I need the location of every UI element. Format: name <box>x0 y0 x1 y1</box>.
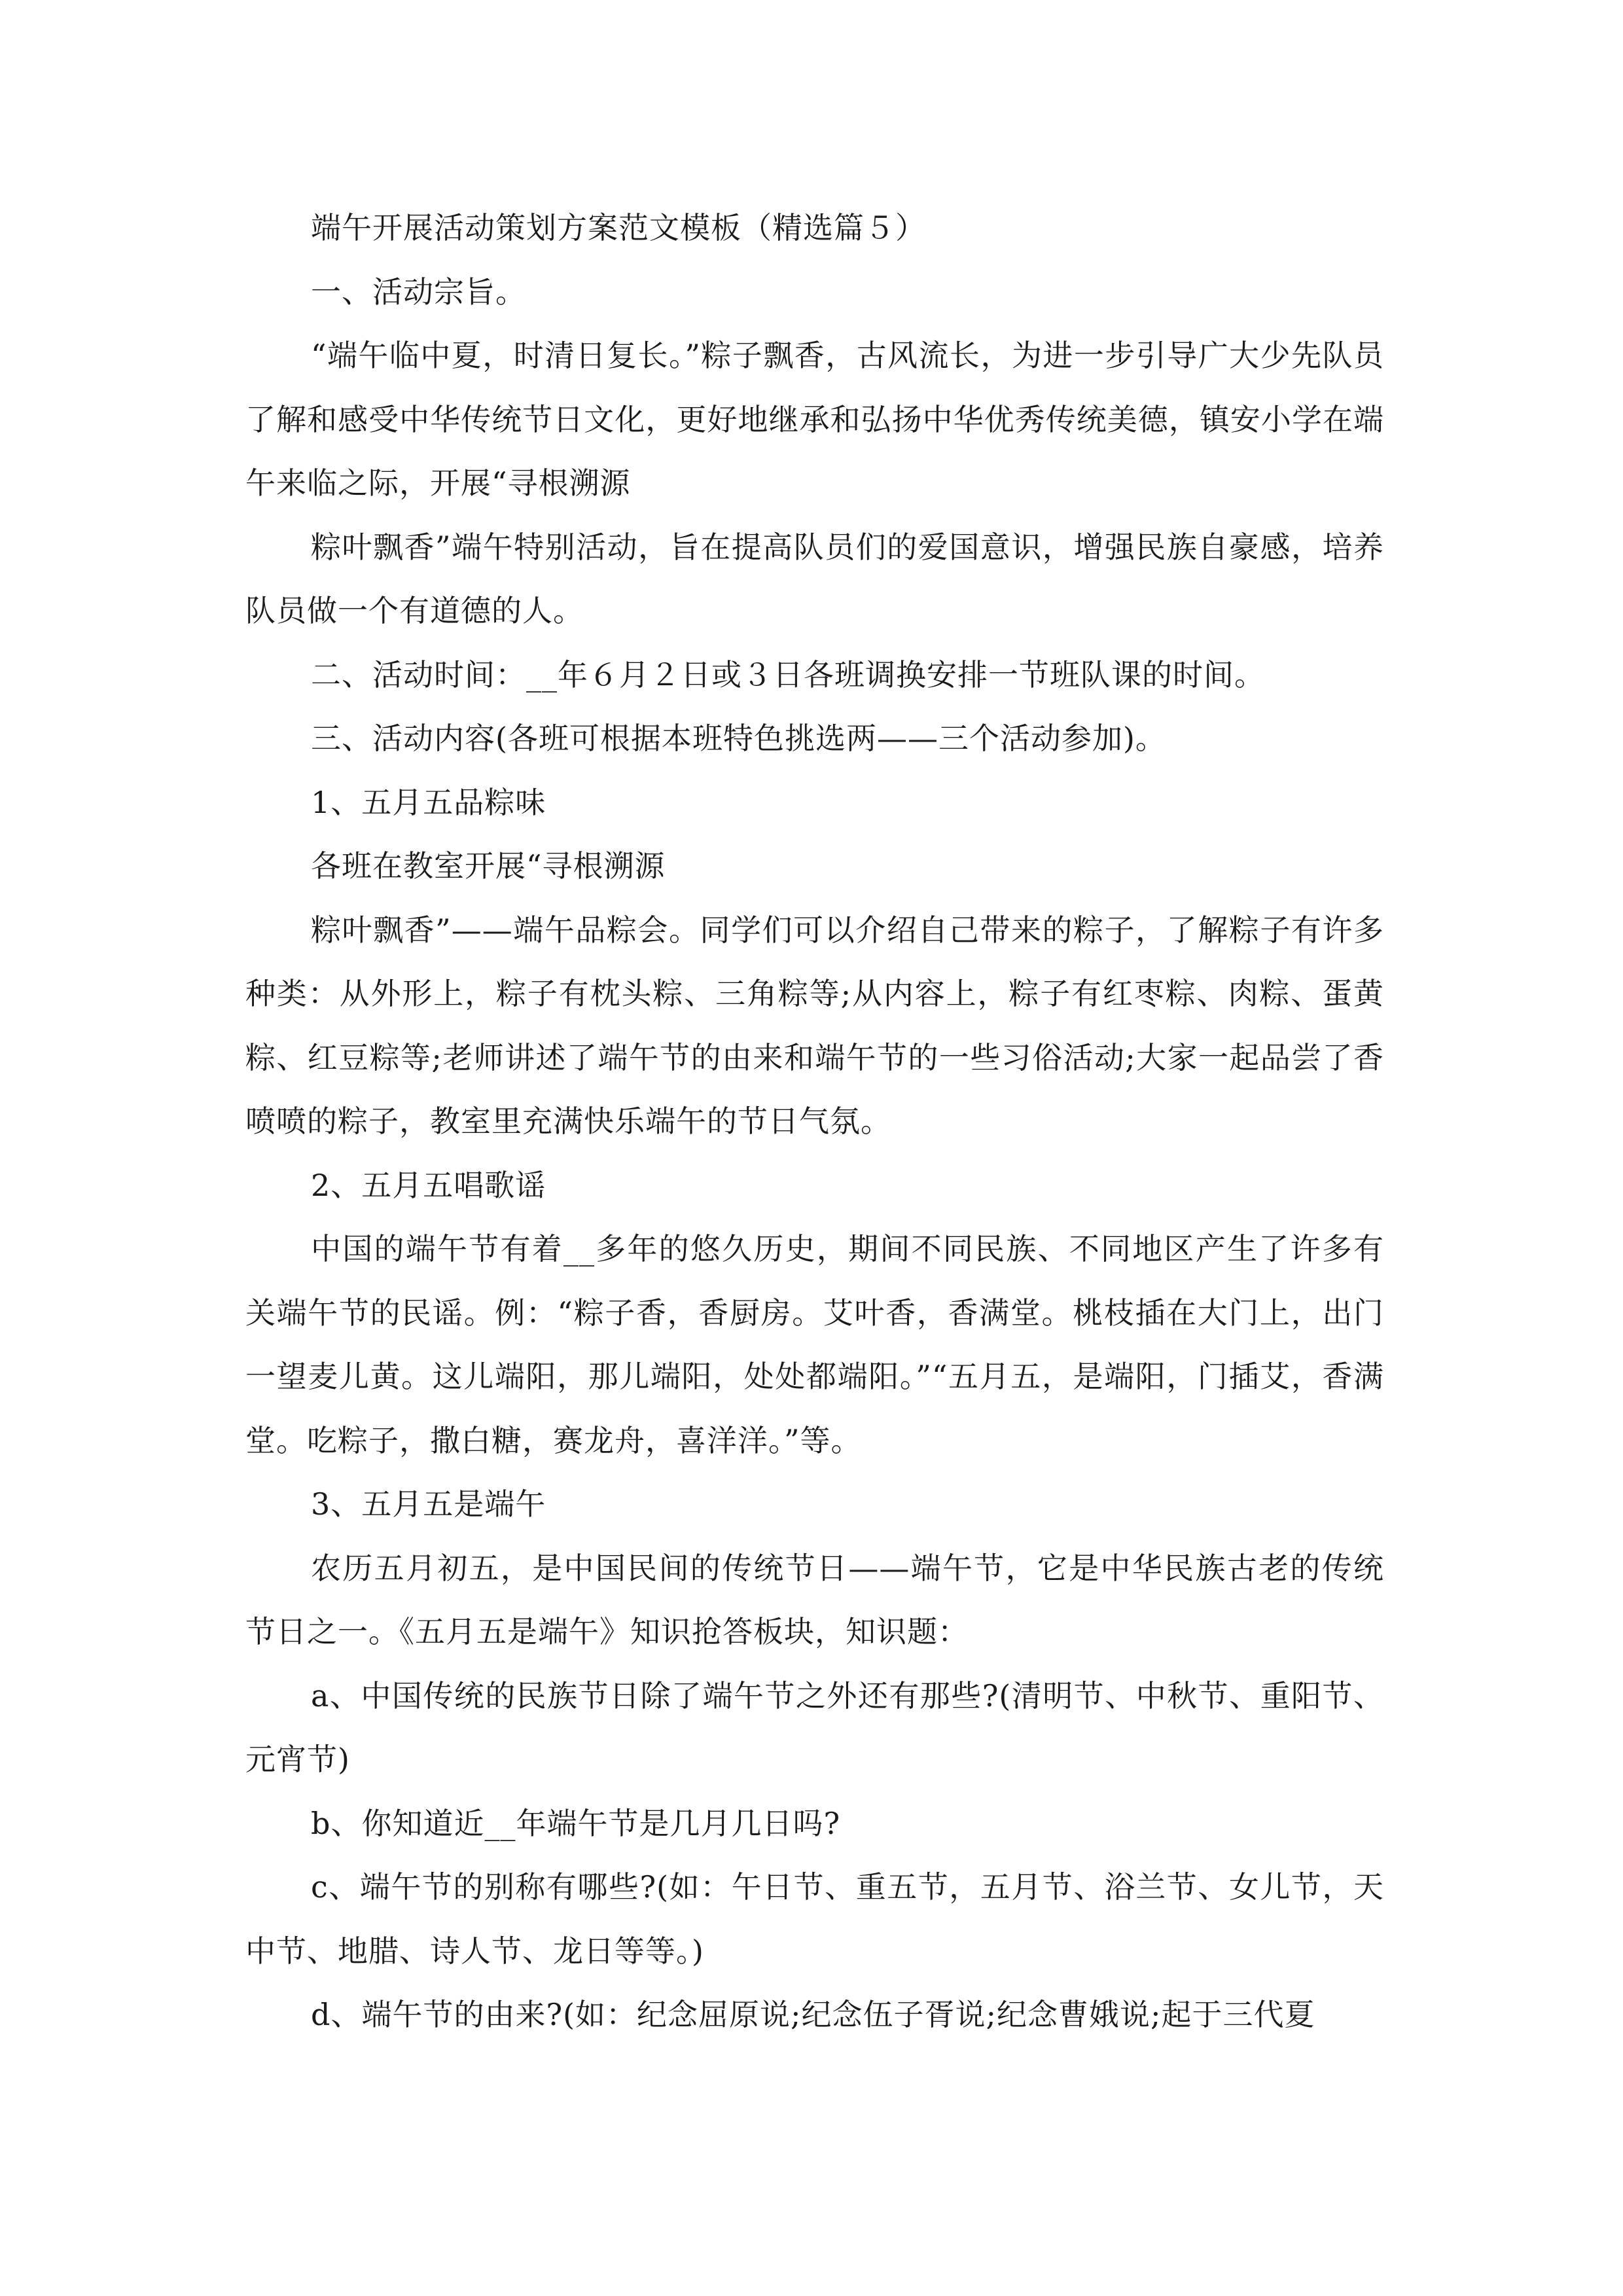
paragraph: 3、五月五是端午 <box>311 1486 546 1522</box>
paragraph: 一、活动宗旨。 <box>311 274 526 310</box>
paragraph: 粽叶飘香”——端午品粽会。同学们可以介绍自己带来的粽子，了解粽子有许多种类：从外形上，粽子有枕头粽、三角粽等;从内容上，粽子有红枣粽、肉粽、蛋黄粽、红豆粽等;老师讲述了端午节的由来和端午节的一些习俗活动;大家一起品尝了香喷喷的粽子，教室里充满快乐端午的节日气氛。 <box>245 912 1384 1139</box>
document-body <box>245 196 1384 2047</box>
paragraph: c、端午节的别称有哪些?(如：午日节、重五节，五月节、浴兰节、女儿节，天中节、地腊、诗人节、龙日等等。) <box>245 1869 1384 1969</box>
paragraph: 二、活动时间：__年６月２日或３日各班调换安排一节班队课的时间。 <box>311 656 1265 692</box>
paragraph: 农历五月初五，是中国民间的传统节日——端午节，它是中华民族古老的传统节日之一。《五月五是端午》知识抢答板块，知识题： <box>245 1550 1384 1649</box>
paragraph: d、端午节的由来?(如：纪念屈原说;纪念伍子胥说;纪念曹娥说;起于三代夏 <box>311 1997 1315 2032</box>
paragraph: “端午临中夏，时清日复长。”粽子飘香，古风流长，为进一步引导广大少先队员了解和感受中华传统节日文化，更好地继承和弘扬中华优秀传统美德，镇安小学在端午来临之际，开展“寻根溯源 <box>245 338 1384 501</box>
document-title: 端午开展活动策划方案范文模板（精选篇５） <box>311 210 926 245</box>
paragraph: 各班在教室开展“寻根溯源 <box>311 848 666 884</box>
paragraph: 中国的端午节有着__多年的悠久历史，期间不同民族、不同地区产生了许多有关端午节的民谣。例：“粽子香，香厨房。艾叶香，香满堂。桃枝插在大门上，出门一望麦儿黄。这儿端阳，那儿端阳，处处都端阳。”“五月五，是端阳，门插艾，香满堂。吃粽子，撒白糖，赛龙舟，喜洋洋。”等。 <box>245 1231 1384 1458</box>
paragraph: 三、活动内容(各班可根据本班特色挑选两——三个活动参加)。 <box>311 721 1166 756</box>
paragraph: b、你知道近__年端午节是几月几日吗? <box>311 1805 841 1841</box>
paragraph: 1、五月五品粽味 <box>311 784 546 820</box>
paragraph: 粽叶飘香”端午特别活动，旨在提高队员们的爱国意识，增强民族自豪感，培养队员做一个有道德的人。 <box>245 529 1384 628</box>
paragraph: a、中国传统的民族节日除了端午节之外还有那些?(清明节、中秋节、重阳节、元宵节) <box>245 1677 1384 1777</box>
paragraph: 2、五月五唱歌谣 <box>311 1167 546 1203</box>
